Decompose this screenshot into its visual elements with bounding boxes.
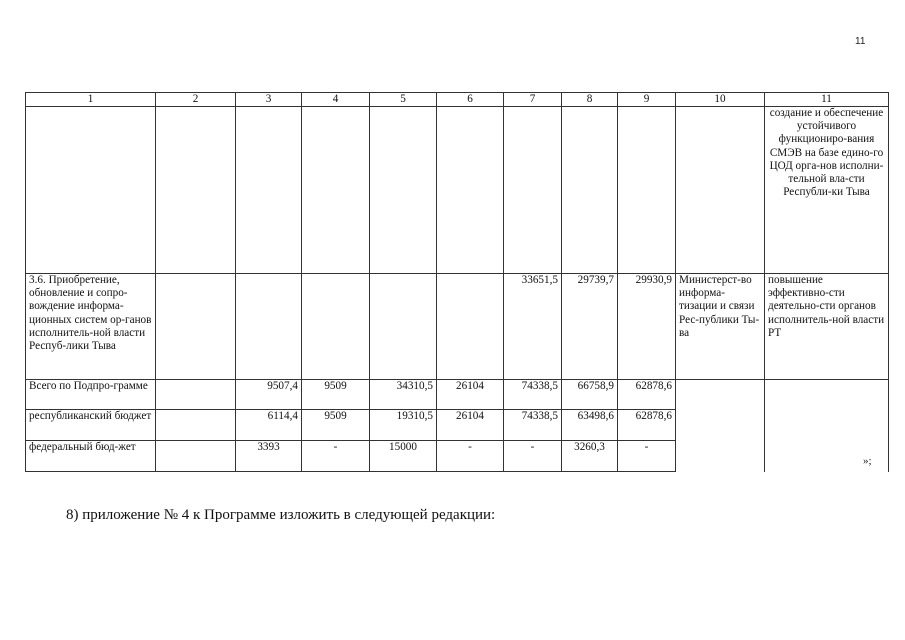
table-cell — [618, 107, 676, 274]
value-cell: 33651,5 — [504, 274, 562, 380]
value-cell: 63498,6 — [562, 410, 618, 441]
value-cell: - — [437, 441, 504, 472]
result-cell: повышение эффективно-сти деятельно-сти органов исполнитель-ной власти РТ — [765, 274, 889, 380]
value-cell: 19310,5 — [370, 410, 437, 441]
value-cell: 15000 — [370, 441, 437, 472]
table-cell — [236, 274, 302, 380]
table-header-row — [26, 93, 889, 107]
program-table — [25, 92, 889, 472]
table-cell — [156, 274, 236, 380]
value-cell: - — [618, 441, 676, 472]
value-cell: - — [504, 441, 562, 472]
value-cell: - — [302, 441, 370, 472]
table-cell — [156, 410, 236, 441]
page-number: 11 — [855, 36, 866, 47]
header-cell: 6 — [437, 93, 504, 107]
table-cell — [504, 107, 562, 274]
value-cell: 74338,5 — [504, 380, 562, 410]
table-cell — [437, 274, 504, 380]
closing-quote-mark: »; — [863, 455, 872, 467]
table-cell — [302, 107, 370, 274]
header-cell: 3 — [236, 93, 302, 107]
value-cell: 9509 — [302, 380, 370, 410]
row-label-cell: республиканский бюджет — [26, 410, 156, 441]
table-cell — [26, 107, 156, 274]
responsible-cell: Министерст-во информа-тизации и связи Рес-публики Ты-ва — [676, 274, 765, 380]
value-cell: 34310,5 — [370, 380, 437, 410]
value-cell: 26104 — [437, 380, 504, 410]
header-cell: 11 — [765, 93, 889, 107]
header-cell: 7 — [504, 93, 562, 107]
table-cell — [156, 107, 236, 274]
table-row-republic — [26, 410, 889, 441]
header-cell: 8 — [562, 93, 618, 107]
value-cell: 62878,6 — [618, 380, 676, 410]
result-cell: создание и обеспечение устойчивого функциониро-вания СМЭВ на базе едино-го ЦОД орга-нов исполни-тельной вла-сти Республи-ки Тыва — [765, 107, 889, 274]
table-row-3-6 — [26, 274, 889, 380]
value-cell: 9507,4 — [236, 380, 302, 410]
table-cell — [302, 274, 370, 380]
value-cell: 74338,5 — [504, 410, 562, 441]
table-cell — [370, 274, 437, 380]
table-cell — [676, 107, 765, 274]
value-cell: 9509 — [302, 410, 370, 441]
header-cell: 2 — [156, 93, 236, 107]
table-row-total — [26, 380, 889, 410]
table-cell — [156, 441, 236, 472]
header-cell: 1 — [26, 93, 156, 107]
value-cell: 29739,7 — [562, 274, 618, 380]
table-cell — [236, 107, 302, 274]
header-cell: 10 — [676, 93, 765, 107]
table-cell — [562, 107, 618, 274]
value-cell: 29930,9 — [618, 274, 676, 380]
row-label-cell: федеральный бюд-жет — [26, 441, 156, 472]
header-cell: 4 — [302, 93, 370, 107]
measure-name-cell: 3.6. Приобретение, обновление и сопро-вождение информа-ционных систем ор-ганов исполнитель-ной власти Респуб-лики Тыва — [26, 274, 156, 380]
row-label-cell: Всего по Подпро-грамме — [26, 380, 156, 410]
value-cell: 6114,4 — [236, 410, 302, 441]
value-cell: 3393 — [236, 441, 302, 472]
table-cell — [370, 107, 437, 274]
value-cell: 62878,6 — [618, 410, 676, 441]
header-cell: 9 — [618, 93, 676, 107]
table-row-continuation — [26, 107, 889, 274]
table-cell — [156, 380, 236, 410]
table-cell — [765, 380, 889, 410]
table-cell — [437, 107, 504, 274]
table-cell — [676, 410, 765, 472]
value-cell: 3260,3 — [562, 441, 618, 472]
amendment-paragraph: 8) приложение № 4 к Программе изложить в следующей редакции: — [66, 507, 496, 523]
value-cell: 66758,9 — [562, 380, 618, 410]
table-cell — [676, 380, 765, 410]
header-cell: 5 — [370, 93, 437, 107]
value-cell: 26104 — [437, 410, 504, 441]
